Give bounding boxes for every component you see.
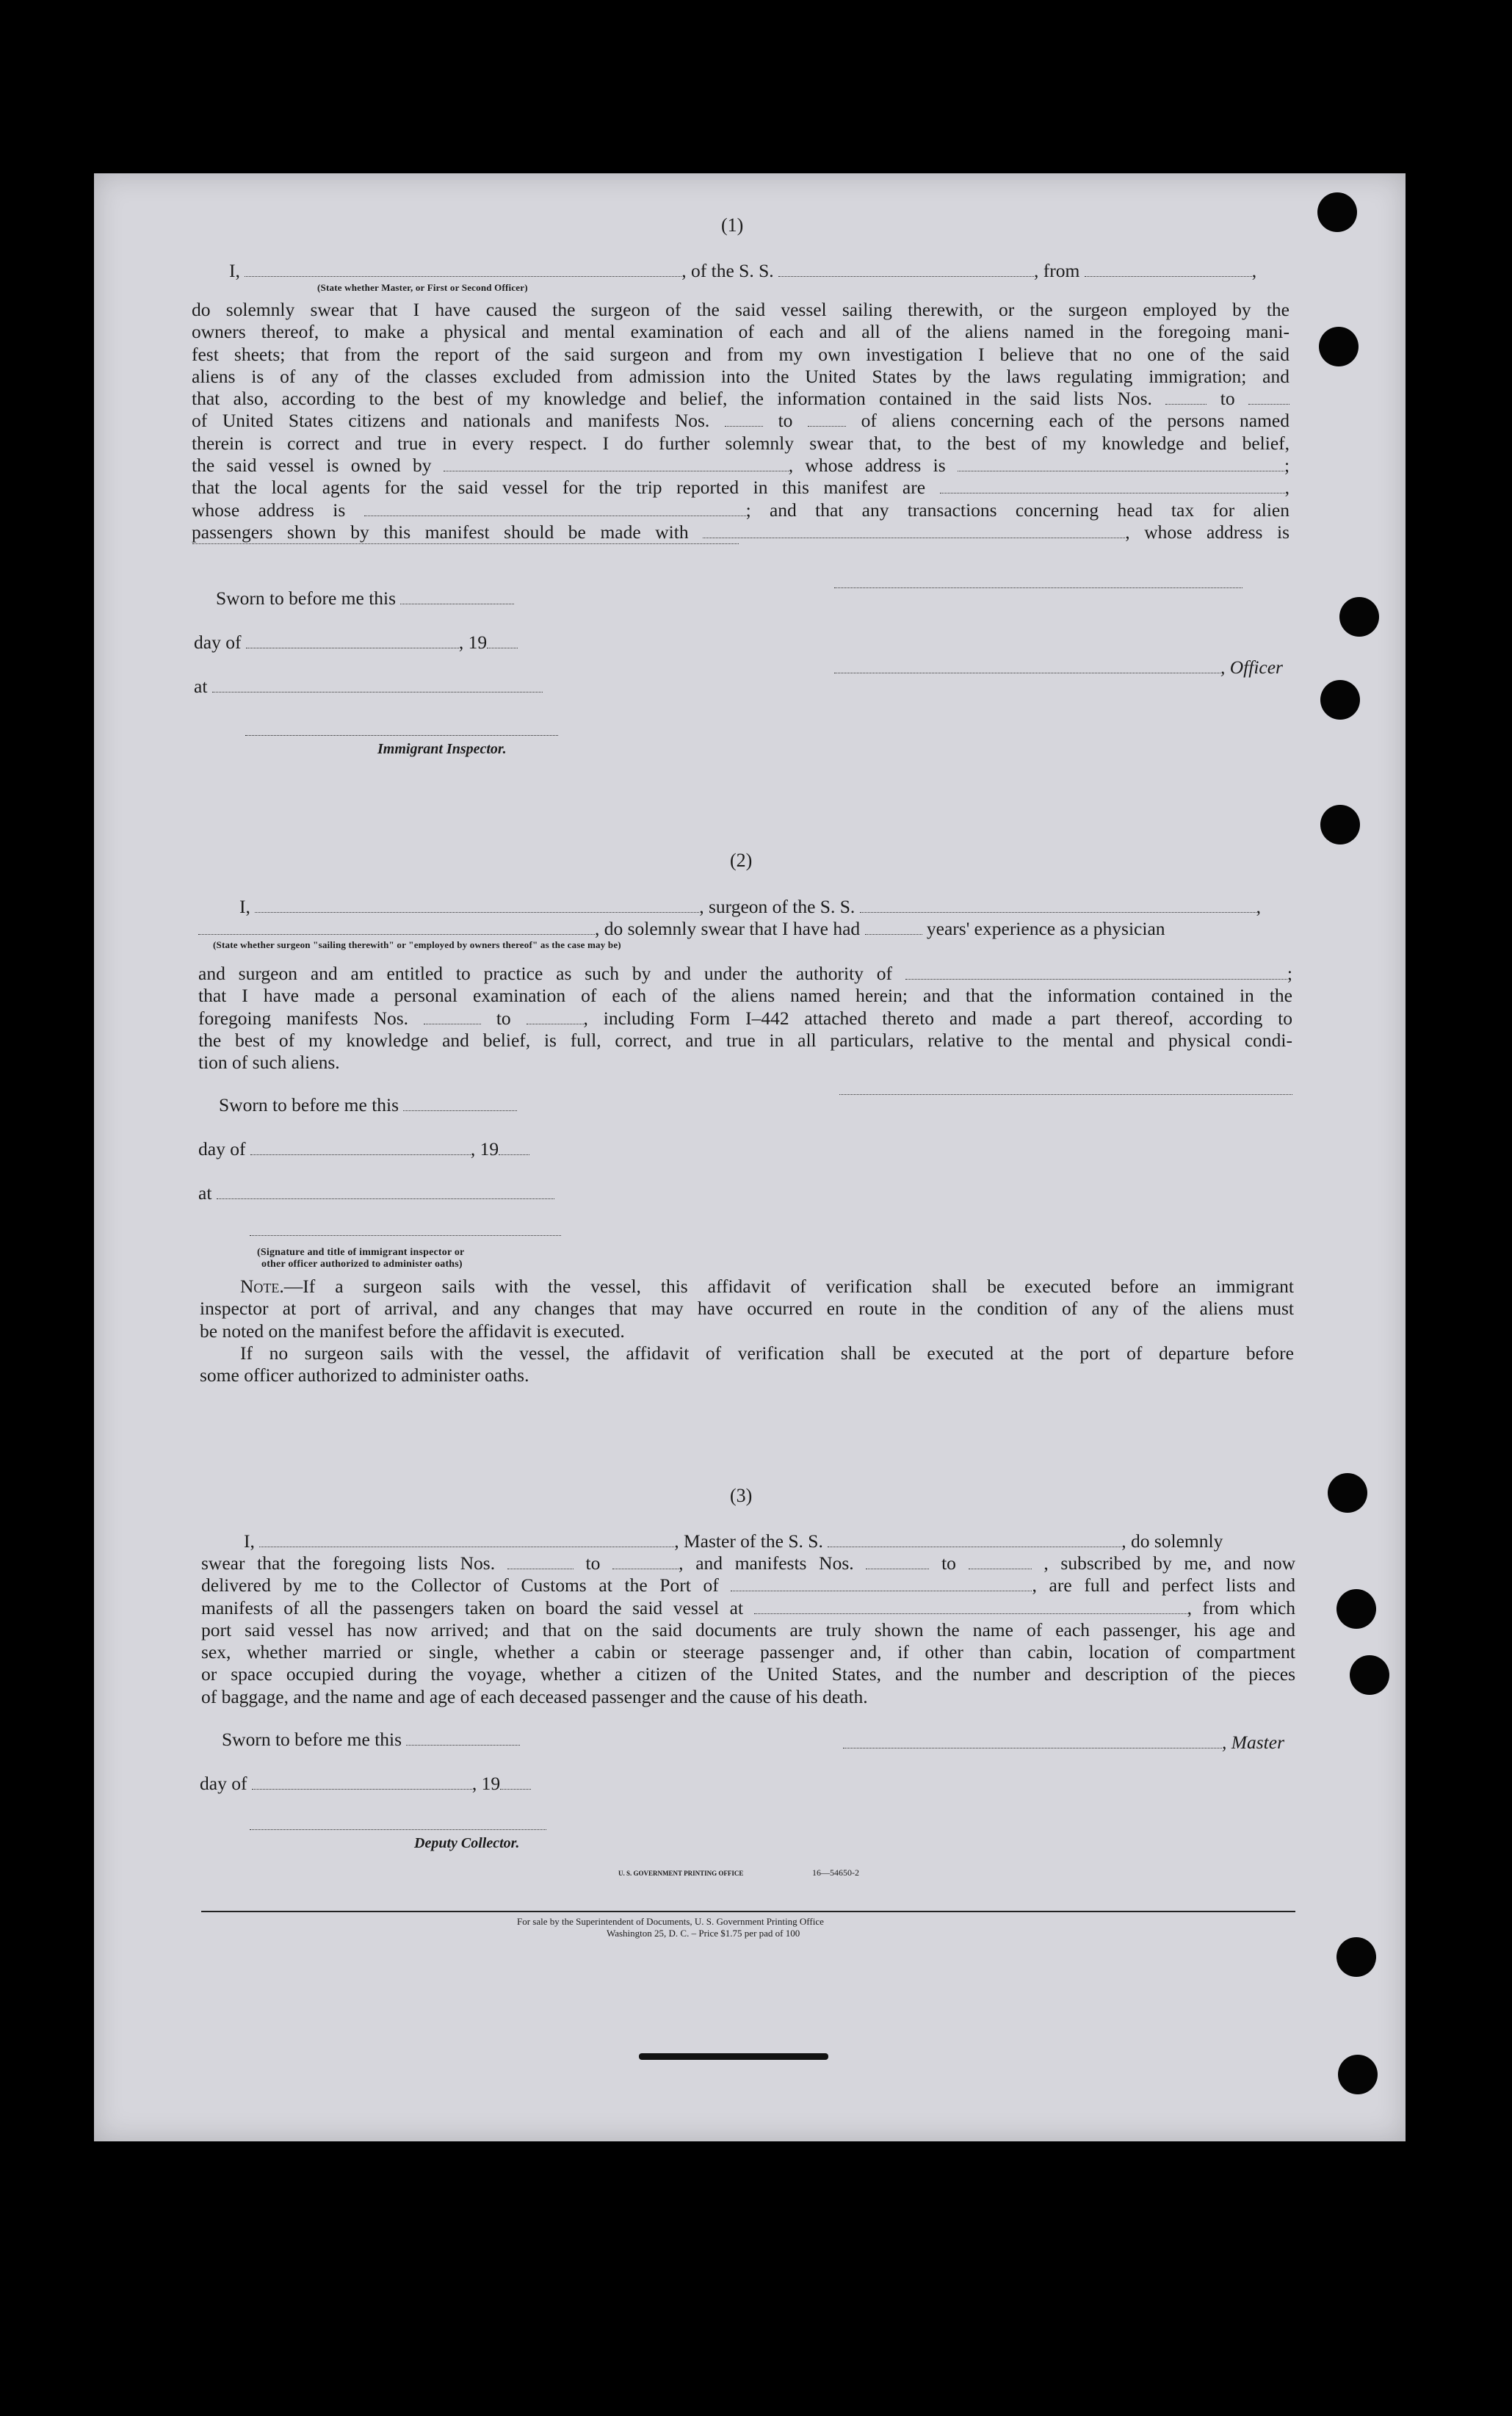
s2-manifest-to-blank[interactable]: [527, 1009, 584, 1024]
s1-owned-text: the said vessel is owned by: [192, 455, 432, 477]
deputy-collector-label: Deputy Collector.: [414, 1835, 520, 1851]
s3-text-line: [201, 1552, 1295, 1574]
s3-i: I,: [244, 1530, 255, 1552]
s2-manifests-text: foregoing manifests Nos.: [198, 1007, 409, 1029]
s1-manifests-text: of United States citizens and nationals and manifests Nos.: [192, 410, 710, 432]
s2-signature-note-1: (Signature and title of immigrant inspector or: [257, 1247, 465, 1258]
punch-hole: [1338, 2055, 1378, 2094]
s1-headtax-text: ; and that any transactions concerning head tax for alien: [745, 499, 1289, 521]
s2-i: I,: [239, 896, 250, 917]
s3-manifest-to-blank[interactable]: [969, 1554, 1032, 1569]
s3-list-from-blank[interactable]: [507, 1554, 574, 1569]
master-name-blank[interactable]: [259, 1532, 674, 1547]
s2-line-1: [239, 896, 1261, 918]
s2-year-blank[interactable]: [499, 1140, 529, 1155]
s2-semicolon: ;: [1287, 963, 1293, 984]
deputy-signature-line[interactable]: [250, 1829, 546, 1830]
ship-name-blank[interactable]: [778, 261, 1034, 277]
s1-text-line: fest sheets; that from the report of the said surgeon and from my own investigation I believe that no one of the said: [192, 343, 1289, 365]
surgeon-status-note: (State whether surgeon "sailing therewith" or "employed by owners thereof" as the case may be): [213, 939, 621, 950]
s2-month-blank[interactable]: [250, 1140, 471, 1155]
s3-line-1: [244, 1530, 1223, 1552]
s3-solemnly-text: , do solemnly: [1121, 1530, 1223, 1552]
agents-address-blank[interactable]: [364, 501, 746, 516]
s3-text-line: of baggage, and the name and age of each deceased passenger and the cause of his death.: [201, 1685, 868, 1707]
s1-officer-line: [834, 657, 1283, 679]
s1-dayof-text: day of: [194, 632, 242, 653]
s2-line-2: [198, 918, 1165, 940]
manifest-no-to-blank[interactable]: [808, 411, 846, 427]
s2-year-prefix: , 19: [470, 1138, 499, 1160]
s2-sworn: [219, 1094, 517, 1116]
owner-blank[interactable]: [444, 456, 789, 471]
master-signature-blank[interactable]: [843, 1733, 1222, 1748]
s2-surgeon-text: , surgeon of the S. S.: [699, 896, 856, 917]
s1-comma: ,: [1251, 260, 1257, 281]
s3-list-to-blank[interactable]: [612, 1554, 679, 1569]
s1-at: [194, 676, 543, 698]
s1-oath-body: [192, 299, 1289, 543]
s2-sworn-text: Sworn to before me this: [219, 1094, 399, 1115]
s1-sworn-date-blank[interactable]: [400, 589, 514, 604]
punch-hole: [1350, 1655, 1389, 1695]
s2-note-line: some officer authorized to administer oaths.: [200, 1364, 529, 1386]
s3-month-blank[interactable]: [252, 1774, 472, 1790]
s1-text-line: [192, 388, 1289, 410]
s2-ship-blank[interactable]: [860, 897, 1256, 913]
s1-month-blank[interactable]: [246, 633, 459, 648]
s2-to: to: [496, 1007, 511, 1029]
officer-signature-line[interactable]: [834, 587, 1242, 588]
officer-title-blank[interactable]: [834, 658, 1220, 673]
s1-at-text: at: [194, 676, 208, 697]
s3-text-line: sex, whether married or single, whether a cabin or steerage passenger and, if other than cabin, location of compartment: [201, 1641, 1295, 1663]
list-no-to-blank[interactable]: [1248, 389, 1289, 405]
s3-subscribed-text: , subscribed by me, and now: [1043, 1552, 1296, 1574]
s1-text-line: therein is correct and true in every respect. I do further solemnly swear that, to the best of my knowledge and belief,: [192, 432, 1289, 454]
s2-note-line: If no surgeon sails with the vessel, the affidavit of verification shall be executed at the port of departure before: [240, 1342, 1294, 1364]
s3-taken-text: manifests of all the passengers taken on board the said vessel at: [201, 1596, 744, 1618]
s3-to: to: [585, 1552, 601, 1574]
s3-to: to: [941, 1552, 956, 1574]
punch-hole: [1339, 597, 1379, 637]
s2-note-line: [200, 1276, 1294, 1298]
s1-lists-text: that also, according to the best of my knowledge and belief, the information contained in the said lists Nos.: [192, 388, 1152, 410]
list-no-from-blank[interactable]: [1165, 389, 1207, 405]
s2-authority-text: and surgeon and am entitled to practice as such by and under the authority of: [198, 963, 893, 984]
s2-text-line: [198, 1008, 1292, 1030]
s2-signature-note-2: other officer authorized to administer oaths): [261, 1259, 463, 1270]
s3-master-text: , Master of the S. S.: [674, 1530, 823, 1552]
section-1-number: (1): [721, 214, 744, 236]
s2-note-text: —If a surgeon sails with the vessel, this affidavit of verification shall be executed before an immigrant: [283, 1276, 1294, 1297]
s1-address2-text: , whose address is: [1125, 521, 1290, 543]
manifest-no-from-blank[interactable]: [725, 411, 763, 427]
s3-text-line: or space occupied during the voyage, whether a citizen of the United States, and the number and description of the pieces: [201, 1663, 1295, 1685]
s1-to: to: [1220, 388, 1235, 410]
s2-at: [198, 1182, 554, 1204]
s3-sworn-text: Sworn to before me this: [222, 1729, 402, 1750]
s2-note-block: [200, 1276, 1294, 1386]
port-of-departure-blank[interactable]: [754, 1599, 1187, 1614]
s1-line-1: [229, 260, 1256, 282]
s1-text-line: [192, 455, 1289, 477]
s2-swear-text: , do solemnly swear that I have had: [595, 918, 861, 939]
s2-text-line: [198, 963, 1292, 985]
s3-lists-text: swear that the foregoing lists Nos.: [201, 1552, 496, 1574]
s1-address-text: , whose address is: [788, 455, 946, 477]
port-of-arrival-blank[interactable]: [731, 1576, 1032, 1591]
headtax-address-blank[interactable]: [192, 543, 739, 544]
surgeon-status-blank[interactable]: [198, 919, 595, 935]
punch-hole: [1320, 680, 1360, 720]
s2-comma: ,: [1256, 896, 1262, 917]
s2-manifest-from-blank[interactable]: [424, 1009, 481, 1024]
sale-notice-1: For sale by the Superintendent of Documents, U. S. Government Printing Office: [517, 1916, 824, 1927]
s1-of-ss: , of the S. S.: [681, 260, 774, 281]
years-experience-blank[interactable]: [865, 919, 922, 935]
s2-text-line: tion of such aliens.: [198, 1052, 340, 1074]
s2-dayof-text: day of: [198, 1138, 246, 1160]
s1-passengers-text: passengers shown by this manifest should be made with: [192, 521, 689, 543]
s2-note-line: inspector at port of arrival, and any changes that may have occurred en route in the condition of any of the aliens must: [200, 1298, 1294, 1320]
s3-ship-blank[interactable]: [828, 1532, 1121, 1547]
sale-notice-2: Washington 25, D. C. – Price $1.75 per pad of 100: [607, 1928, 800, 1939]
note-label: Note.: [240, 1276, 284, 1297]
s1-agents-text: that the local agents for the said vessel for the trip reported in this manifest are: [192, 477, 926, 499]
s2-form-text: , including Form I–442 attached thereto and made a part thereof, according to: [583, 1007, 1293, 1029]
officer-label: , Officer: [1220, 657, 1283, 678]
inspector-signature-line[interactable]: [245, 735, 558, 736]
s3-year-prefix: , 19: [471, 1773, 501, 1794]
s1-whose-text: whose address is: [192, 499, 346, 521]
footer-rule: [201, 1911, 1295, 1912]
headtax-party-blank[interactable]: [703, 523, 1125, 538]
officer-name-blank[interactable]: [245, 261, 681, 277]
s3-collector-text: delivered by me to the Collector of Customs at the Port of: [201, 1574, 719, 1596]
s3-sworn: [222, 1729, 520, 1751]
s1-text-line: [192, 477, 1289, 499]
s1-comma: ,: [1284, 477, 1290, 499]
punch-hole: [1317, 192, 1357, 232]
s2-place-blank[interactable]: [217, 1184, 554, 1199]
master-label: , Master: [1222, 1732, 1284, 1753]
s3-text-line: [201, 1574, 1295, 1596]
punch-hole: [1320, 805, 1360, 844]
surgeon-signature-line[interactable]: [839, 1094, 1292, 1095]
s3-manifests-text: , and manifests Nos.: [679, 1552, 854, 1574]
s1-aliens-text: of aliens concerning each of the persons named: [861, 410, 1289, 432]
s3-text-line: [201, 1597, 1295, 1619]
s2-note-line: be noted on the manifest before the affidavit is executed.: [200, 1320, 625, 1342]
agents-blank[interactable]: [940, 478, 1285, 493]
section-2-number: (2): [730, 850, 753, 871]
s1-dayof: [194, 632, 518, 654]
s3-sworn-date-blank[interactable]: [406, 1730, 520, 1746]
punch-hole: [1328, 1473, 1367, 1513]
owner-address-blank[interactable]: [958, 456, 1284, 471]
s1-text-line: aliens is of any of the classes excluded from admission into the United States by the laws regulating immigration; and: [192, 365, 1289, 387]
s2-dayof: [198, 1138, 529, 1160]
s3-dayof-text: day of: [200, 1773, 247, 1794]
s1-text-line: [192, 499, 1289, 521]
s3-oath-body: [201, 1552, 1295, 1708]
s2-oath-body: [198, 963, 1292, 1074]
officer-rank-note: (State whether Master, or First or Second Officer): [317, 282, 528, 293]
s1-year-prefix: , 19: [458, 632, 488, 653]
s3-dayof: [200, 1773, 531, 1795]
s1-year-blank[interactable]: [487, 633, 518, 648]
s1-text-line: owners thereof, to make a physical and mental examination of each and all of the aliens named in the foregoing mani-: [192, 321, 1289, 343]
ink-smear: [639, 2053, 828, 2060]
s1-from: , from: [1034, 260, 1080, 281]
s1-place-blank[interactable]: [212, 677, 543, 692]
s1-text-line: [192, 521, 1289, 543]
s1-text-line: [192, 410, 1289, 432]
s2-text-line: the best of my knowledge and belief, is full, correct, and true in all particulars, relative to the mental and physical condi-: [198, 1029, 1292, 1051]
section-3-number: (3): [730, 1485, 753, 1506]
punch-hole: [1336, 1937, 1376, 1977]
origin-port-blank[interactable]: [1085, 261, 1252, 277]
s1-sworn: [216, 587, 514, 610]
punch-hole: [1336, 1589, 1376, 1629]
s1-text-line: do solemnly swear that I have caused the surgeon of the said vessel sailing therewith, or the surgeon employed by the: [192, 299, 1289, 320]
authority-blank[interactable]: [905, 964, 1287, 980]
s1-to: to: [778, 410, 793, 432]
s3-perfect-text: , are full and perfect lists and: [1032, 1574, 1295, 1596]
s2-inspector-signature-line[interactable]: [250, 1235, 561, 1236]
s2-sworn-date-blank[interactable]: [403, 1096, 517, 1111]
s1-i: I,: [229, 260, 240, 281]
s3-master-sig: [843, 1732, 1284, 1754]
s3-from-which-text: , from which: [1187, 1596, 1296, 1618]
s3-year-blank[interactable]: [500, 1774, 531, 1790]
s2-years-text: years' experience as a physician: [926, 918, 1165, 939]
s2-text-line: that I have made a personal examination of each of the aliens named herein; and that the information contained in the: [198, 985, 1292, 1007]
s1-semicolon: ;: [1284, 455, 1290, 477]
surgeon-name-blank[interactable]: [255, 897, 699, 913]
gpo-imprint: U. S. GOVERNMENT PRINTING OFFICE: [618, 1870, 744, 1877]
s3-manifest-from-blank[interactable]: [866, 1554, 929, 1569]
immigrant-inspector-label: Immigrant Inspector.: [377, 741, 507, 757]
punch-hole: [1319, 327, 1359, 366]
form-code: 16—54650-2: [812, 1867, 859, 1878]
s3-text-line: port said vessel has now arrived; and that on the said documents are truly shown the name of each passenger, his age and: [201, 1618, 1295, 1641]
s2-at-text: at: [198, 1182, 212, 1204]
s1-sworn-text: Sworn to before me this: [216, 587, 397, 609]
